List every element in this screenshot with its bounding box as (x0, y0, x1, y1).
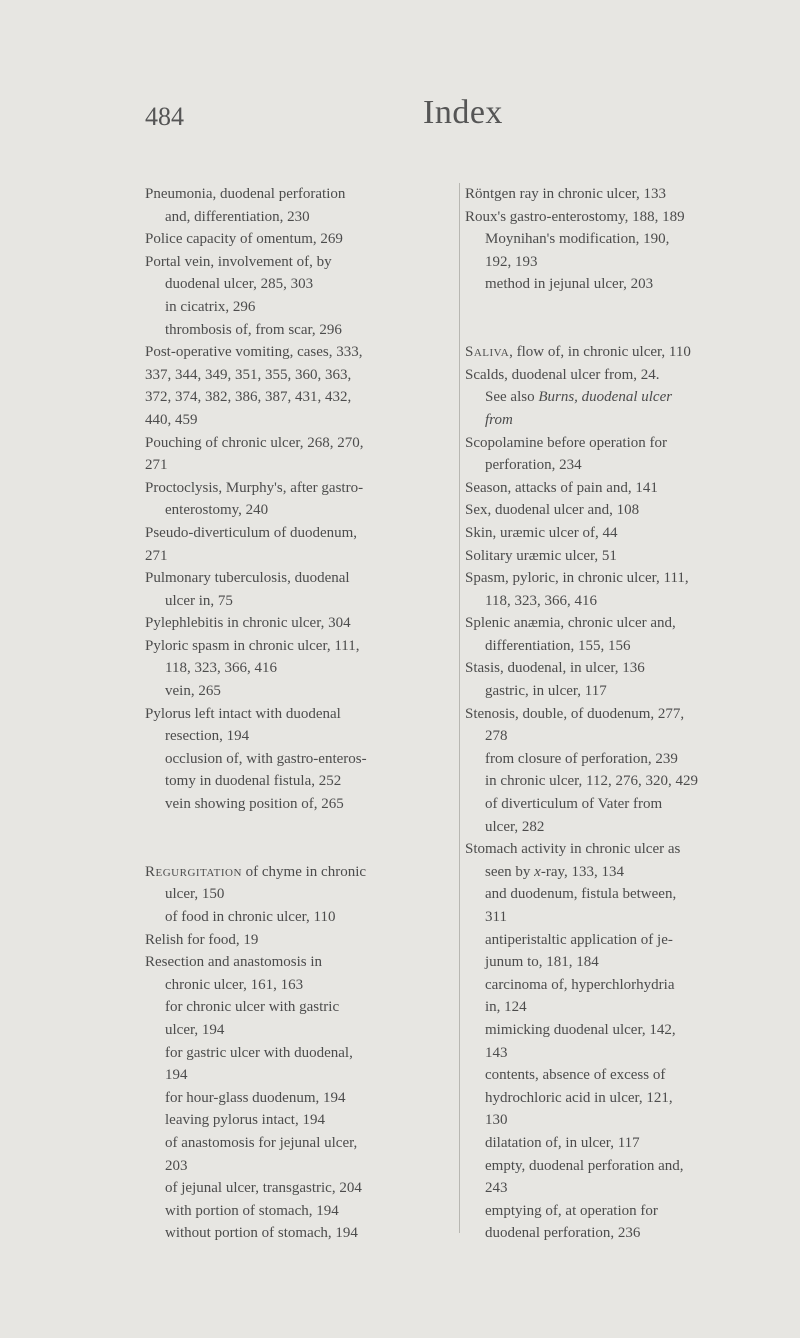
entry-text: Resection and anastomosis in (145, 954, 323, 971)
page-number: 484 (145, 102, 184, 131)
index-entry-line (465, 996, 785, 1019)
entry-text: 440, 459 (145, 411, 198, 428)
index-entry-line (465, 816, 785, 839)
entry-text: antiperistaltic application of je- (485, 931, 673, 948)
entry-text: chronic ulcer, 161, 163 (165, 976, 304, 993)
index-entry-line (465, 206, 785, 229)
index-entry-line (465, 883, 785, 906)
entry-text: from closure of perforation, 239 (485, 750, 678, 767)
entry-italic: Burns, duodenal ulcer (538, 389, 673, 406)
entry-text: ulcer, 194 (165, 1021, 225, 1038)
index-entry-line (145, 996, 465, 1019)
index-entry-line (145, 635, 465, 658)
entry-text: for gastric ulcer with duodenal, (165, 1044, 353, 1061)
entry-text: Proctoclysis, Murphy's, after gastro- (145, 479, 364, 496)
entry-text: 311 (485, 909, 507, 925)
index-entry-line (465, 522, 785, 545)
index-entry-line (465, 838, 785, 861)
entry-tail: -ray, 133, 134 (540, 863, 625, 880)
entry-text: Post-operative vomiting, cases, 333, (145, 344, 363, 361)
index-entry-line (145, 477, 465, 500)
index-column-left (145, 183, 465, 1245)
index-entry-line (465, 183, 785, 206)
index-entry-line (145, 341, 465, 364)
entry-text: of jejunal ulcer, transgastric, 204 (165, 1180, 362, 1197)
index-entry-line (465, 1155, 785, 1178)
index-entry-line (465, 951, 785, 974)
entry-text: with portion of stomach, 194 (165, 1202, 339, 1219)
index-entry-line (465, 929, 785, 952)
entry-text: vein showing position of, 265 (165, 796, 344, 813)
index-entry-line (465, 1222, 785, 1245)
index-entry-line (145, 206, 465, 229)
index-entry-line (465, 1200, 785, 1223)
index-entry-line (145, 770, 465, 793)
entry-text: thrombosis of, from scar, 296 (165, 321, 342, 338)
entry-text: ulcer, 282 (485, 818, 545, 835)
entry-text: 278 (485, 728, 508, 745)
entry-text: Pseudo-diverticulum of duodenum, (145, 524, 358, 541)
index-entry-line (145, 657, 465, 680)
entry-lead-word: Regurgitation (145, 863, 242, 880)
index-entry-line (145, 861, 465, 884)
index-entry-line (145, 386, 465, 409)
index-entry-line (145, 228, 465, 251)
entry-text: Pylephlebitis in chronic ulcer, 304 (145, 615, 351, 632)
index-entry-line (465, 386, 785, 409)
index-entry-line (145, 612, 465, 635)
index-entry-line (145, 1019, 465, 1042)
entry-text: Moynihan's modification, 190, (485, 231, 670, 248)
entry-text: Röntgen ray in chronic ulcer, 133 (465, 186, 667, 202)
index-entry-line (145, 1155, 465, 1178)
index-entry-line (145, 793, 465, 816)
entry-text: tomy in duodenal fistula, 252 (165, 773, 342, 790)
entry-text: of diverticulum of Vater from (485, 796, 663, 813)
entry-lead-word: Saliva (465, 344, 510, 361)
entry-text: Pneumonia, duodenal perforation (145, 186, 346, 202)
page-header (145, 80, 800, 140)
index-entry-line (145, 545, 465, 568)
index-entry-line (465, 499, 785, 522)
index-entry-line (145, 364, 465, 387)
index-entry-line (465, 567, 785, 590)
index-entry-line (145, 1200, 465, 1223)
index-entry-line (145, 296, 465, 319)
index-column-right (465, 183, 785, 1245)
index-entry-line (145, 816, 465, 839)
page-title: Index (423, 94, 503, 131)
entry-text: 337, 344, 349, 351, 355, 360, 363, (145, 366, 352, 383)
entry-text: in chronic ulcer, 112, 276, 320, 429 (485, 773, 698, 790)
index-entry-line (145, 883, 465, 906)
entry-text: of chyme in chronic (241, 863, 367, 880)
entry-text: 143 (485, 1044, 508, 1061)
entry-text: for hour-glass duodenum, 194 (165, 1089, 346, 1106)
index-entry-line (145, 1042, 465, 1065)
entry-text: duodenal perforation, 236 (485, 1225, 641, 1242)
entry-text: Stasis, duodenal, in ulcer, 136 (465, 660, 645, 677)
index-entry-line (465, 703, 785, 726)
index-entry-line (145, 522, 465, 545)
index-entry-line (465, 296, 785, 319)
entry-text: for chronic ulcer with gastric (165, 999, 340, 1016)
entry-text: Stenosis, double, of duodenum, 277, (465, 705, 685, 722)
index-entry-line (145, 1177, 465, 1200)
index-entry-line (145, 1222, 465, 1245)
index-entry-line (145, 567, 465, 590)
entry-text: and duodenum, fistula between, (485, 886, 677, 903)
entry-text: in, 124 (485, 999, 527, 1016)
entry-text: carcinoma of, hyperchlorhydria (485, 976, 675, 993)
entry-text: Scalds, duodenal ulcer from, 24. (465, 366, 660, 383)
index-entry-line (465, 770, 785, 793)
entry-text: seen by (485, 863, 535, 880)
index-entry-line (465, 590, 785, 613)
index-entry-line (465, 861, 785, 884)
entry-text: leaving pylorus intact, 194 (165, 1112, 325, 1129)
index-entry-line (465, 409, 785, 432)
entry-text: Police capacity of omentum, 269 (145, 231, 343, 248)
index-entry-line (145, 1109, 465, 1132)
index-entry-line (145, 183, 465, 206)
entry-text: 118, 323, 366, 416 (485, 592, 597, 609)
index-entry-line (145, 951, 465, 974)
entry-text: , flow of, in chronic ulcer, 110 (509, 344, 691, 361)
index-entry-line (465, 612, 785, 635)
index-entry-line (465, 793, 785, 816)
column-divider (459, 183, 460, 1233)
entry-text: 271 (145, 457, 168, 474)
index-entry-line (465, 974, 785, 997)
entry-text: Solitary uræmic ulcer, 51 (465, 547, 617, 564)
index-entry-line (465, 680, 785, 703)
index-entry-line (465, 545, 785, 568)
index-entry-line (145, 929, 465, 952)
entry-italic: from (485, 411, 513, 428)
index-entry-line (465, 251, 785, 274)
index-entry-line (465, 364, 785, 387)
index-entry-line (465, 748, 785, 771)
entry-text: 372, 374, 382, 386, 387, 431, 432, (145, 389, 352, 406)
index-entry-line (465, 906, 785, 929)
entry-text: Pylorus left intact with duodenal (145, 705, 341, 722)
entry-text: 192, 193 (485, 253, 538, 270)
entry-text: ulcer, 150 (165, 886, 225, 903)
index-entry-line (145, 319, 465, 342)
entry-text: and, differentiation, 230 (165, 208, 310, 225)
index-entry-line (145, 1087, 465, 1110)
entry-text: of anastomosis for jejunal ulcer, (165, 1134, 358, 1151)
entry-text: Skin, uræmic ulcer of, 44 (465, 524, 618, 541)
index-entry-line (465, 635, 785, 658)
index-entry-line (465, 1177, 785, 1200)
entry-text: enterostomy, 240 (165, 502, 269, 519)
entry-text: ulcer in, 75 (165, 592, 233, 609)
index-entry-line (465, 477, 785, 500)
entry-text: Pouching of chronic ulcer, 268, 270, (145, 434, 364, 451)
index-entry-line (465, 319, 785, 342)
entry-text: dilatation of, in ulcer, 117 (485, 1134, 640, 1151)
index-entry-line (465, 228, 785, 251)
index-entry-line (465, 1109, 785, 1132)
entry-text: Portal vein, involvement of, by (145, 253, 332, 270)
index-entry-line (145, 499, 465, 522)
entry-text: in cicatrix, 296 (165, 298, 256, 315)
entry-text: gastric, in ulcer, 117 (485, 683, 607, 700)
entry-text: junum to, 181, 184 (485, 954, 599, 971)
index-entry-line (465, 454, 785, 477)
index-entry-line (145, 680, 465, 703)
entry-text: 243 (485, 1180, 508, 1197)
entry-text: occlusion of, with gastro-enteros- (165, 750, 367, 767)
entry-text: empty, duodenal perforation and, (485, 1157, 684, 1174)
entry-text: Relish for food, 19 (145, 931, 259, 948)
index-entry-line (465, 725, 785, 748)
index-entry-line (145, 1132, 465, 1155)
entry-text: contents, absence of excess of (485, 1067, 666, 1084)
entry-text: 203 (165, 1157, 188, 1174)
entry-text: vein, 265 (165, 683, 221, 700)
index-entry-line (145, 273, 465, 296)
entry-text: 118, 323, 366, 416 (165, 660, 277, 677)
index-entry-line (465, 1019, 785, 1042)
entry-text: Stomach activity in chronic ulcer as (465, 841, 681, 858)
index-entry-line (145, 725, 465, 748)
entry-text: method in jejunal ulcer, 203 (485, 276, 654, 293)
entry-text: differentiation, 155, 156 (485, 637, 631, 654)
index-entry-line (465, 657, 785, 680)
entry-text: without portion of stomach, 194 (165, 1225, 358, 1242)
entry-text: duodenal ulcer, 285, 303 (165, 276, 314, 293)
index-entry-line (465, 273, 785, 296)
entry-text: mimicking duodenal ulcer, 142, (485, 1021, 676, 1038)
entry-text: perforation, 234 (485, 457, 582, 474)
entry-text: Spasm, pyloric, in chronic ulcer, 111, (465, 570, 689, 587)
index-entry-line (145, 748, 465, 771)
entry-text: resection, 194 (165, 728, 250, 745)
index-entry-line (145, 1064, 465, 1087)
index-entry-line (145, 838, 465, 861)
entry-text: Season, attacks of pain and, 141 (465, 479, 658, 496)
entry-text: of food in chronic ulcer, 110 (165, 909, 336, 925)
entry-text: Scopolamine before operation for (465, 434, 668, 451)
index-entry-line (465, 1087, 785, 1110)
index-entry-line (145, 906, 465, 929)
entry-text: 194 (165, 1067, 188, 1084)
entry-text: See also (485, 389, 539, 406)
index-entry-line (145, 251, 465, 274)
index-entry-line (465, 341, 785, 364)
index-entry-line (145, 590, 465, 613)
index-entry-line (465, 1132, 785, 1155)
entry-text: Roux's gastro-enterostomy, 188, 189 (465, 208, 685, 225)
entry-text: 271 (145, 547, 168, 564)
index-entry-line (145, 454, 465, 477)
entry-text: Splenic anæmia, chronic ulcer and, (465, 615, 676, 632)
index-entry-line (145, 974, 465, 997)
entry-italic: x (534, 863, 541, 880)
entry-text: Sex, duodenal ulcer and, 108 (465, 502, 640, 519)
entry-text: hydrochloric acid in ulcer, 121, (485, 1089, 673, 1106)
index-entry-line (145, 432, 465, 455)
index-entry-line (145, 703, 465, 726)
index-entry-line (145, 409, 465, 432)
entry-text: Pulmonary tuberculosis, duodenal (145, 570, 350, 587)
index-entry-line (465, 432, 785, 455)
index-entry-line (465, 1042, 785, 1065)
index-entry-line (465, 1064, 785, 1087)
entry-text: Pyloric spasm in chronic ulcer, 111, (145, 637, 360, 654)
entry-text: 130 (485, 1112, 508, 1129)
entry-text: emptying of, at operation for (485, 1202, 658, 1219)
